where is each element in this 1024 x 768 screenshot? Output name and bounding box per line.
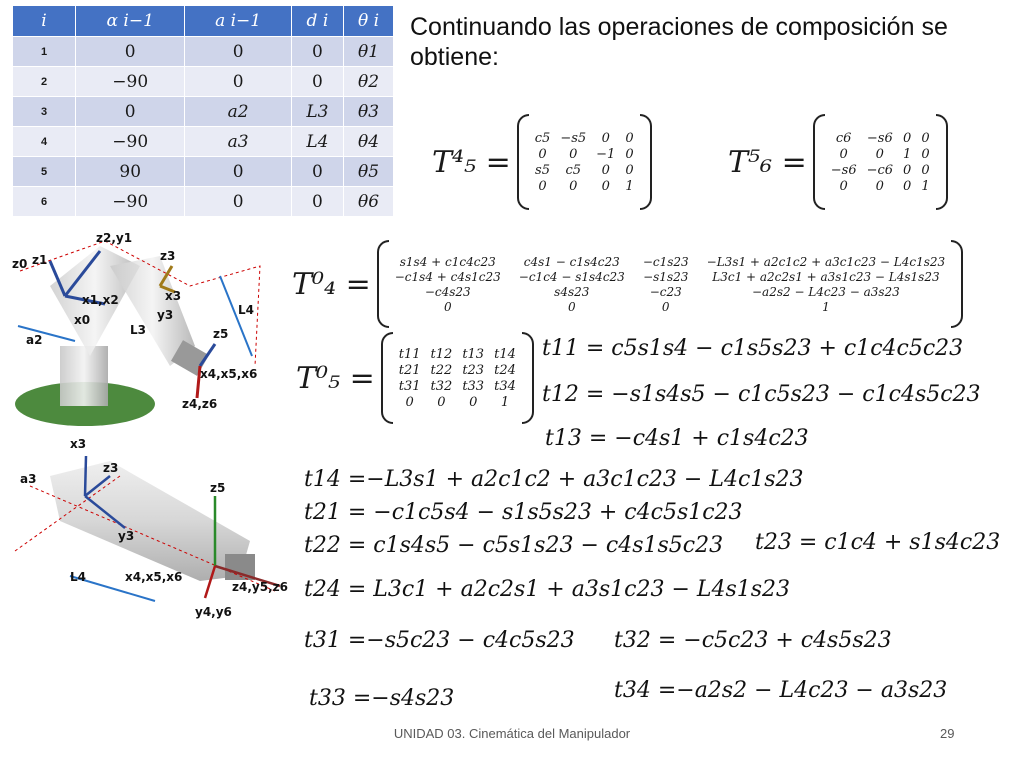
table-row [13,187,394,217]
equation-t11: t11 = c5s1s4 − c1s5s23 + c1c4c5c23 [542,336,964,361]
matrix-cell: −s6 [830,162,857,178]
header-alpha: α i−1 [76,6,185,37]
matrix-cell: 0 [921,146,930,162]
matrix-cell: c5 [565,162,582,178]
equation-t34: t34 =−a2s2 − L4c23 − a3s23 [614,678,948,703]
label-x3-bottom: x3 [70,437,87,451]
table-cell: 0 [291,67,343,97]
label-L4: L4 [238,303,254,317]
table-cell: 0 [185,187,291,217]
left-bracket [813,114,825,210]
table-header-row [13,6,394,37]
matrix-cell: 0 [601,162,610,178]
equation-t23: t23 = c1c4 + s1s4c23 [755,530,1001,555]
matrix-cell: 0 [538,178,547,194]
table-cell: 0 [76,97,185,127]
matrix-cell: −L3s1 + a2c1c2 + a3c1c23 − L4c1s23 [706,254,946,269]
matrix-cell: 0 [443,299,452,314]
matrix-cell: −c4s23 [424,284,471,299]
right-bracket [936,114,948,210]
equation-t33: t33 =−s4s23 [309,686,455,711]
matrix-cell: −c1c4 − s1s4c23 [518,269,625,284]
matrix-cell: 1 [500,394,510,410]
equation-t22: t22 = c1s4s5 − c5s1s23 − c4s1s5c23 [304,533,724,558]
label-z2y1: z2,y1 [96,231,133,245]
label-y3: y3 [157,308,174,322]
matrix-cell: −c23 [649,284,682,299]
page-number: 29 [940,726,955,741]
table-cell: 0 [291,187,343,217]
matrix-T54 [432,114,652,210]
robot-arm-figure [10,226,285,436]
label-z1: z1 [32,253,48,267]
matrix-cell: 0 [437,394,446,410]
matrix-cell: 1 [903,146,912,162]
matrix-cell: −s1s23 [643,269,689,284]
dh-parameter-table [12,5,394,217]
table-cell: 0 [185,37,291,67]
table-cell: −90 [76,187,185,217]
matrix-cell: t22 [430,362,453,378]
right-bracket [951,240,963,328]
table-cell: L4 [291,127,343,157]
header-d: d i [291,6,343,37]
label-z3-bottom: z3 [103,461,119,475]
matrix-cell: 0 [601,178,610,194]
matrix-cell: t21 [398,362,421,378]
table-cell: 0 [76,37,185,67]
matrix-cell: −c1s4 + c4s1c23 [394,269,501,284]
matrix-cell: 0 [661,299,670,314]
matrix-lhs: T⁰₅ = [296,360,375,396]
matrix-cell: 1 [625,178,634,194]
matrix-cell: s5 [535,162,550,178]
table-cell: 0 [291,37,343,67]
row-index: 3 [13,97,76,127]
table-cell: 90 [76,157,185,187]
matrix-cell: 0 [839,178,848,194]
row-index: 2 [13,67,76,97]
matrix-cell: 0 [903,162,912,178]
equation-t12: t12 = −s1s4s5 − c1c5s23 − c1c4s5c23 [542,382,981,407]
matrix-cell: 0 [903,130,912,146]
label-L3: L3 [130,323,146,337]
header-a: a i−1 [185,6,291,37]
table-row [13,127,394,157]
label-z5-bottom: z5 [210,481,226,495]
table-cell: a3 [185,127,291,157]
matrix-cell: t11 [398,346,421,362]
table-cell: θ1 [344,37,394,67]
table-cell: −90 [76,127,185,157]
matrix-cell: c6 [835,130,852,146]
matrix-cell: 0 [538,146,547,162]
matrix-lhs: T⁵₆ = [728,144,807,180]
right-bracket [640,114,652,210]
row-index: 5 [13,157,76,187]
label-x0: x0 [74,313,91,327]
matrix-cell: 0 [921,130,930,146]
table-cell: 0 [291,157,343,187]
equation-t21: t21 = −c1c5s4 − s1s5s23 + c4c5s1c23 [304,500,743,525]
label-L4-bottom: L4 [70,570,86,584]
label-z5: z5 [213,327,229,341]
matrix-cell: 0 [569,178,578,194]
label-z4z6: z4,z6 [182,397,218,411]
matrix-cell: t31 [398,378,421,394]
matrix-T65 [728,114,948,210]
matrix-cell: 0 [601,130,610,146]
equation-t32: t32 = −c5c23 + c4s5s23 [614,628,892,653]
table-row [13,97,394,127]
matrix-entries [393,347,522,410]
equation-t31: t31 =−s5c23 − c4c5s23 [304,628,575,653]
row-index: 1 [13,37,76,67]
matrix-cell: 0 [625,162,634,178]
matrix-cell: −s6 [866,130,893,146]
label-y4y6: y4,y6 [195,605,232,619]
label-x4x5x6-bottom: x4,x5,x6 [125,570,183,584]
label-a2: a2 [26,333,43,347]
equation-t13: t13 = −c4s1 + c1s4c23 [545,426,809,451]
matrix-cell: 0 [625,130,634,146]
slide-footer: UNIDAD 03. Cinemática del Manipulador [393,726,631,741]
matrix-entries [389,255,951,314]
label-z4y5z6: z4,y5,z6 [232,580,288,594]
matrix-cell: 0 [839,146,848,162]
matrix-lhs: T⁴₅ = [432,144,511,180]
matrix-cell: 0 [469,394,478,410]
forearm-figure [10,436,295,626]
matrix-lhs: T⁰₄ = [292,266,371,302]
label-x1x2: x1,x2 [82,293,119,307]
matrix-cell: −c6 [866,162,894,178]
matrix-cell: t14 [494,346,516,362]
forearm-link [50,461,250,581]
matrix-cell: 1 [921,178,930,194]
table-cell: 0 [185,157,291,187]
table-cell: θ3 [344,97,394,127]
table-row [13,37,394,67]
matrix-cell: t12 [430,346,453,362]
table-cell: −90 [76,67,185,97]
header-theta: θ i [344,6,394,37]
matrix-cell: L3c1 + a2c2s1 + a3s1c23 − L4s1s23 [712,269,940,284]
label-x3: x3 [165,289,182,303]
label-x4x5x6: x4,x5,x6 [200,367,258,381]
matrix-cell: t33 [462,378,485,394]
equation-t24: t24 = L3c1 + a2c2s1 + a3s1c23 − L4s1s23 [304,577,791,602]
matrix-cell: t23 [462,362,485,378]
matrix-cell: −1 [596,146,616,162]
row-index: 6 [13,187,76,217]
left-bracket [517,114,529,210]
matrix-cell: t32 [430,378,453,394]
row-index: 4 [13,127,76,157]
matrix-cell: 0 [875,146,884,162]
matrix-entries [529,131,640,194]
matrix-T40 [292,240,963,328]
table-cell: θ2 [344,67,394,97]
table-cell: θ6 [344,187,394,217]
table-cell: 0 [185,67,291,97]
table-cell: θ5 [344,157,394,187]
left-bracket [381,332,393,424]
matrix-cell: −s5 [560,130,587,146]
matrix-cell: 0 [903,178,912,194]
table-cell: θ4 [344,127,394,157]
matrix-cell: 0 [625,146,634,162]
label-z3: z3 [160,249,176,263]
table-row [13,67,394,97]
matrix-cell: 0 [875,178,884,194]
matrix-cell: c4s1 − c1s4c23 [523,254,620,269]
label-a3: a3 [20,472,37,486]
matrix-cell: s1s4 + c1c4c23 [399,254,496,269]
equation-t14: t14 =−L3s1 + a2c1c2 + a3c1c23 − L4c1s23 [304,467,804,492]
label-z0: z0 [12,257,28,271]
label-y3-bottom: y3 [118,529,135,543]
table-row [13,157,394,187]
table-cell: a2 [185,97,291,127]
matrix-cell: 0 [921,162,930,178]
slide-heading: Continuando las operaciones de composición se obtiene: [410,13,948,71]
matrix-cell: 0 [569,146,578,162]
matrix-cell: 0 [405,394,414,410]
header-i: i [13,6,76,37]
matrix-T50 [296,332,534,424]
matrix-cell: s4s23 [554,284,590,299]
matrix-cell: t24 [494,362,516,378]
matrix-cell: 0 [567,299,576,314]
matrix-cell: t13 [462,346,485,362]
matrix-cell: −a2s2 − L4c23 − a3s23 [752,284,900,299]
right-bracket [522,332,534,424]
matrix-cell: t34 [494,378,516,394]
matrix-cell: −c1s23 [642,254,689,269]
matrix-cell: 1 [822,299,830,314]
table-cell: L3 [291,97,343,127]
matrix-cell: c5 [534,130,551,146]
matrix-entries [825,131,936,194]
robot-column [60,346,108,406]
left-bracket [377,240,389,328]
